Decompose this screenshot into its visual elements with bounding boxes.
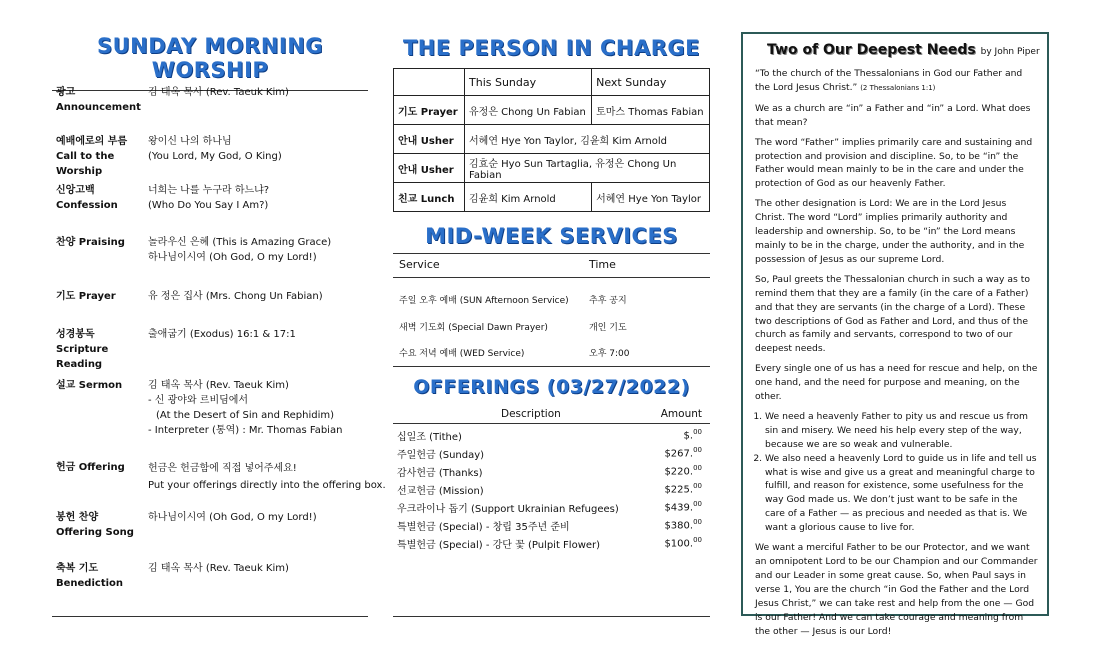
item-value: (You Lord, My God, O King) bbox=[148, 151, 282, 162]
item-label-en: Call to the Worship bbox=[56, 151, 115, 177]
article-title bbox=[767, 42, 1040, 58]
charge-next: 서혜연 Hye Yon Taylor bbox=[592, 183, 710, 212]
charge-table bbox=[393, 68, 710, 212]
item-value: 유 정은 집사 (Mrs. Chong Un Fabian) bbox=[148, 291, 323, 302]
offering-amount bbox=[664, 464, 702, 477]
item-label-ko: 성경봉독 bbox=[56, 329, 95, 340]
item-value: - Interpreter (통역) : Mr. Thomas Fabian bbox=[148, 425, 343, 436]
item-value: 김 태옥 목사 (Rev. Taeuk Kim) bbox=[148, 87, 289, 98]
article-paragraph: So, Paul greets the Thessalonian church in such a way as to remind them that they are a family (in the care of a Father) and that they are servants (in the charge of a Lord). These two descriptions of God as Father and Lord, and thus of the church as family and servants, correspond to two of our deepest needs. bbox=[755, 273, 1030, 355]
item-label-en: Announcement bbox=[56, 102, 141, 113]
quote-reference: (2 Thessalonians 1:1) bbox=[860, 83, 936, 92]
item-value: 왕이신 나의 하나님 bbox=[148, 136, 232, 147]
offering-amount bbox=[664, 482, 702, 495]
item-value: 하나님이시여 (Oh God, O my Lord!) bbox=[148, 252, 317, 263]
amount-cents: 00 bbox=[693, 500, 702, 508]
midweek-bottom-rule bbox=[393, 366, 710, 367]
article-quote bbox=[755, 67, 1039, 96]
amount-dollars: $100. bbox=[664, 538, 694, 550]
article-paragraph: Every single one of us has a need for rescue and help, on the one hand, and the need for purpose and meaning, on the other. bbox=[755, 363, 1038, 403]
article-author: by John Piper bbox=[980, 47, 1040, 57]
list-item: 1. We need a heavenly Father to pity us and rescue us from sin and misery. We need his help every step of the way, because we are so weak and vulnerable. bbox=[765, 410, 1039, 452]
amount-cents: 00 bbox=[693, 518, 702, 526]
charge-title: THE PERSON IN CHARGE bbox=[402, 36, 701, 60]
amount-cents: 00 bbox=[693, 482, 702, 490]
item-label-ko: 헌금 Offering bbox=[56, 462, 125, 473]
amount-dollars: $. bbox=[683, 430, 694, 442]
item-label-en: Benediction bbox=[56, 578, 124, 589]
charge-header-next-sunday: Next Sunday bbox=[592, 69, 710, 96]
article-paragraph: The other designation is Lord: We are in the Lord Jesus Christ. The word “Lord” implies primarily authority and leadership and ownership. So, to be “in” the Lord means mainly to be in the charge, under the authority, and in the possession of Jesus as our supreme Lord. bbox=[755, 198, 1025, 265]
offerings-title: OFFERINGS (03/27/2022) bbox=[413, 376, 690, 398]
item-label-en: Scripture Reading bbox=[56, 344, 109, 370]
item-label-en: Offering Song bbox=[56, 527, 134, 538]
amount-cents: 00 bbox=[693, 446, 702, 454]
service-name: 새벽 기도회 (Special Dawn Prayer) bbox=[399, 323, 548, 333]
charge-role: 안내 Usher bbox=[394, 154, 465, 183]
list-item: 2. We also need a heavenly Lord to guide us in life and tell us what is wise and give us a great and meaningful charge to fulfill, and reason for existence, some usefulness for the way God made us. We don’t just want to be safe in the care of a Father — as precious and needed as that is. We want a glorious cause to live for. bbox=[765, 452, 1039, 535]
item-value: 헌금은 헌금함에 직접 넣어주세요! bbox=[148, 463, 297, 474]
offering-description: 우크라이나 돕기 (Support Ukrainian Refugees) bbox=[397, 504, 619, 515]
midweek-col-service: Service bbox=[399, 258, 440, 271]
worship-title: SUNDAY MORNING WORSHIP bbox=[96, 34, 324, 82]
midweek-rule bbox=[393, 253, 710, 254]
item-value: 놀라우신 은혜 (This is Amazing Grace) bbox=[148, 237, 332, 248]
offering-amount bbox=[664, 536, 702, 549]
offering-description: 특별헌금 (Special) - 창립 35주년 준비 bbox=[397, 522, 570, 533]
item-label-ko: 봉헌 찬양 bbox=[56, 512, 99, 523]
offerings-col-description: Description bbox=[501, 408, 561, 420]
charge-header-this-sunday: This Sunday bbox=[465, 69, 592, 96]
item-value: Put your offerings directly into the offering box. bbox=[148, 480, 386, 491]
item-label-ko: 축복 기도 bbox=[56, 563, 99, 574]
item-label-ko: 찬양 Praising bbox=[56, 237, 125, 248]
charge-header-empty bbox=[394, 69, 465, 96]
offering-description: 특별헌금 (Special) - 강단 꽃 (Pulpit Flower) bbox=[397, 540, 601, 551]
charge-next: 토마스 Thomas Fabian bbox=[592, 96, 710, 125]
quote-text: “To the church of the Thessalonians in God our Father and the Lord Jesus Christ.” bbox=[755, 68, 1023, 93]
offering-amount bbox=[664, 518, 702, 531]
item-value: 김 태옥 목사 (Rev. Taeuk Kim) bbox=[148, 380, 289, 391]
item-label-ko: 예배에로의 부름 bbox=[56, 136, 128, 147]
middle-bottom-rule bbox=[393, 616, 710, 617]
midweek-title: MID-WEEK SERVICES bbox=[425, 224, 678, 248]
amount-cents: 00 bbox=[693, 428, 702, 436]
amount-dollars: $380. bbox=[664, 520, 694, 532]
charge-this: 유정은 Chong Un Fabian bbox=[465, 96, 592, 125]
item-label-ko: 설교 Sermon bbox=[56, 380, 123, 391]
item-value: 하나님이시여 (Oh God, O my Lord!) bbox=[148, 512, 317, 523]
offerings-header-rule bbox=[393, 423, 710, 424]
table-row bbox=[394, 183, 710, 212]
service-name: 주일 오후 예배 (SUN Afternoon Service) bbox=[399, 296, 569, 306]
offerings-col-amount: Amount bbox=[660, 408, 702, 420]
charge-role: 친교 Lunch bbox=[394, 183, 465, 212]
charge-role: 기도 Prayer bbox=[394, 96, 465, 125]
service-time: 추후 공지 bbox=[589, 296, 627, 306]
table-row bbox=[394, 154, 710, 183]
offering-description: 십일조 (Tithe) bbox=[397, 432, 462, 443]
service-time: 개인 기도 bbox=[589, 323, 627, 333]
item-value: 너희는 나를 누구라 하느냐? bbox=[148, 185, 270, 196]
service-time: 오후 7:00 bbox=[589, 349, 630, 359]
charge-role: 안내 Usher bbox=[394, 125, 465, 154]
charge-this: 김효순 Hyo Sun Tartaglia, 유정은 Chong Un Fabian bbox=[465, 154, 710, 183]
item-label-ko: 기도 Prayer bbox=[56, 291, 116, 302]
amount-cents: 00 bbox=[693, 536, 702, 544]
item-label-en: Confession bbox=[56, 200, 118, 211]
midweek-header-rule bbox=[393, 277, 710, 278]
item-value: (Who Do You Say I Am?) bbox=[148, 200, 269, 211]
article-body bbox=[755, 67, 1039, 644]
charge-this: 서혜연 Hye Yon Taylor, 김윤희 Kim Arnold bbox=[465, 125, 710, 154]
item-label-ko: 신앙고백 bbox=[56, 185, 95, 196]
article-paragraph: The word “Father” implies primarily care and sustaining and protection and provision and discipline. So, to be “in” the Father would mean mainly to be in the care and under the protection of God as our heavenly Father. bbox=[755, 136, 1033, 190]
offering-amount bbox=[664, 446, 702, 459]
item-value: 김 태옥 목사 (Rev. Taeuk Kim) bbox=[148, 563, 289, 574]
item-label-ko: 광고 bbox=[56, 87, 76, 98]
amount-dollars: $439. bbox=[664, 502, 694, 514]
article-paragraph: We as a church are “in” a Father and “in” a Lord. What does that mean? bbox=[755, 102, 1031, 128]
worship-column bbox=[52, 0, 386, 589]
amount-cents: 00 bbox=[693, 464, 702, 472]
item-value: - 신 광야와 르비딤에서 bbox=[148, 395, 249, 406]
article-list bbox=[755, 410, 1039, 535]
article-heading: Two of Our Deepest Needs bbox=[767, 42, 976, 58]
offering-amount bbox=[664, 500, 702, 513]
amount-dollars: $225. bbox=[664, 484, 694, 496]
article-paragraph: We want a merciful Father to be our Protector, and we want an omnipotent Lord to be our Champion and our Commander and our Leader in some great cause. So, when Paul says in verse 1, You are the church “in God the Father and the Lord Jesus Christ,” we can take rest and help from the one — God is our Father! And we can take courage and meaning from the other — Jesus is our Lord! bbox=[755, 542, 1038, 637]
charge-header-row bbox=[394, 69, 710, 96]
offering-description: 감사헌금 (Thanks) bbox=[397, 468, 483, 479]
offering-description: 주일헌금 (Sunday) bbox=[397, 450, 485, 461]
midweek-col-time: Time bbox=[589, 258, 616, 271]
article-box bbox=[741, 32, 1049, 637]
item-value: (At the Desert of Sin and Rephidim) bbox=[156, 410, 335, 421]
amount-dollars: $220. bbox=[664, 466, 694, 478]
offering-description: 선교헌금 (Mission) bbox=[397, 486, 484, 497]
item-value: 출애굽기 (Exodus) 16:1 & 17:1 bbox=[148, 329, 296, 340]
table-row bbox=[394, 125, 710, 154]
offering-amount bbox=[684, 428, 702, 441]
charge-this: 김윤희 Kim Arnold bbox=[465, 183, 592, 212]
table-row bbox=[394, 96, 710, 125]
amount-dollars: $267. bbox=[664, 448, 694, 460]
service-name: 수요 저녁 예배 (WED Service) bbox=[399, 349, 525, 359]
worship-bottom-rule bbox=[52, 616, 368, 617]
